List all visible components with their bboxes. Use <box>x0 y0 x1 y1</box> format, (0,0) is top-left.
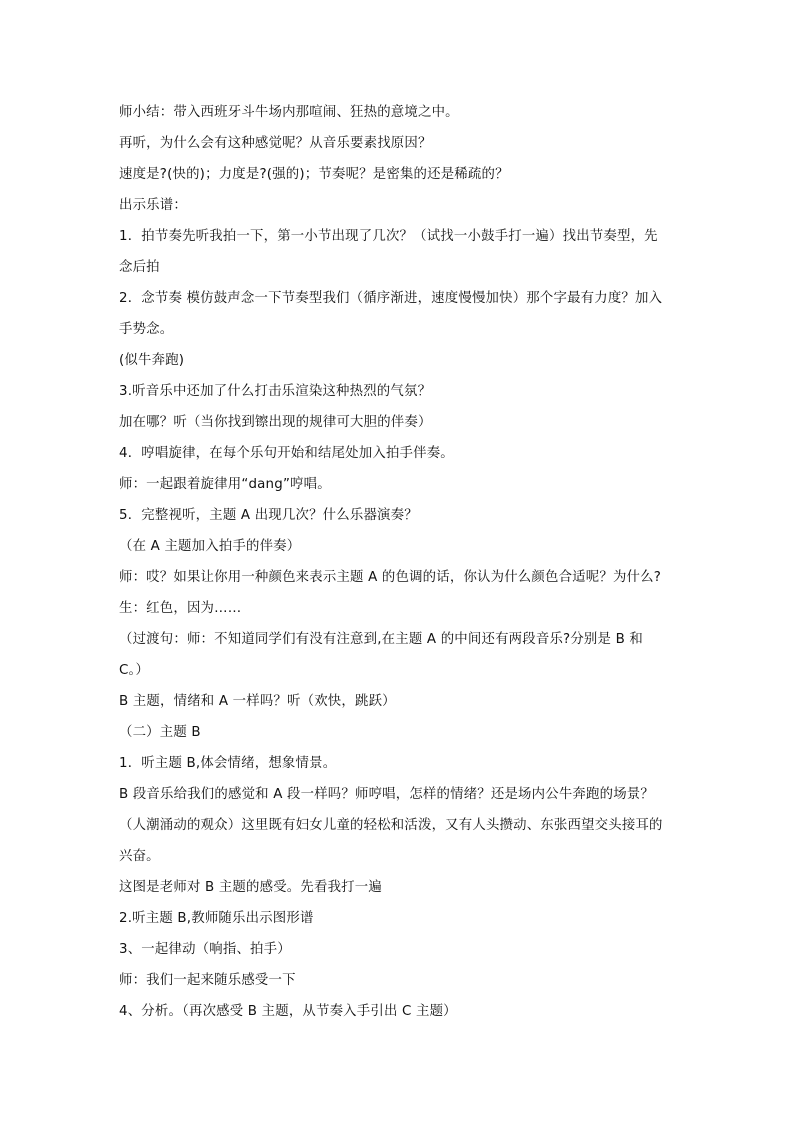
text-line: 手势念。 <box>119 322 174 337</box>
text-line: 师小结：带入西班牙斗牛场内那喧闹、狂热的意境之中。 <box>119 105 459 120</box>
text-line: B 主题，情绪和 A 一样吗？听（欢快，跳跃） <box>119 694 396 709</box>
text-line: 4．哼唱旋律，在每个乐句开始和结尾处加入拍手伴奏。 <box>119 446 454 461</box>
text-line: 兴奋。 <box>119 849 160 864</box>
text-line: 4、分析。（再次感受 B 主题，从节奏入手引出 C 主题） <box>119 1004 457 1019</box>
text-line: 这图是老师对 B 主题的感受。先看我打一遍 <box>119 880 382 895</box>
text-line: （在 A 主题加入拍手的伴奏） <box>119 539 301 554</box>
text-line: 2．念节奏 模仿鼓声念一下节奏型我们（循序渐进，速度慢慢加快）那个字最有力度？加入 <box>119 291 663 306</box>
text-line: 1．听主题 B,体会情绪，想象情景。 <box>119 756 337 771</box>
text-line: 出示乐谱： <box>119 198 187 213</box>
text-line: C。） <box>119 663 150 678</box>
text-line: 3.听音乐中还加了什么打击乐渲染这种热烈的气氛？ <box>119 384 432 399</box>
text-line: （过渡句：师：不知道同学们有没有注意到,在主题 A 的中间还有两段音乐?分别是 B 和 <box>119 632 644 647</box>
text-line: 师：哎？如果让你用一种颜色来表示主题 A 的色调的话，你认为什么颜色合适呢？为什么? <box>119 570 662 585</box>
text-line: 加在哪？听（当你找到镲出现的规律可大胆的伴奏） <box>119 415 432 430</box>
text-line: 再听，为什么会有这种感觉呢？从音乐要素找原因？ <box>119 136 432 151</box>
text-line: 生：红色，因为…… <box>119 601 242 616</box>
text-line: B 段音乐给我们的感觉和 A 段一样吗？师哼唱，怎样的情绪？还是场内公牛奔跑的场景？ <box>119 787 654 802</box>
document-body <box>119 97 679 1027</box>
text-line: 速度是?(快的)；力度是?(强的)；节奏呢？是密集的还是稀疏的？ <box>119 167 509 182</box>
text-line: 5．完整视听，主题 A 出现几次？什么乐器演奏？ <box>119 508 418 523</box>
text-line: 2.听主题 B,教师随乐出示图形谱 <box>119 911 314 926</box>
text-line: 1．拍节奏先听我拍一下，第一小节出现了几次？（试找一小鼓手打一遍）找出节奏型，先 <box>119 229 658 244</box>
text-line: (似牛奔跑) <box>119 353 185 368</box>
text-line: 师：我们一起来随乐感受一下 <box>119 973 296 988</box>
text-line: 师：一起跟着旋律用“dang”哼唱。 <box>119 477 331 492</box>
text-line: 念后拍 <box>119 260 160 275</box>
text-line: （人潮涌动的观众）这里既有妇女儿童的轻松和活泼，又有人头攒动、东张西望交头接耳的 <box>119 818 663 833</box>
text-line: 3、一起律动（响指、拍手） <box>119 942 291 957</box>
text-line: （二）主题 B <box>119 725 201 740</box>
